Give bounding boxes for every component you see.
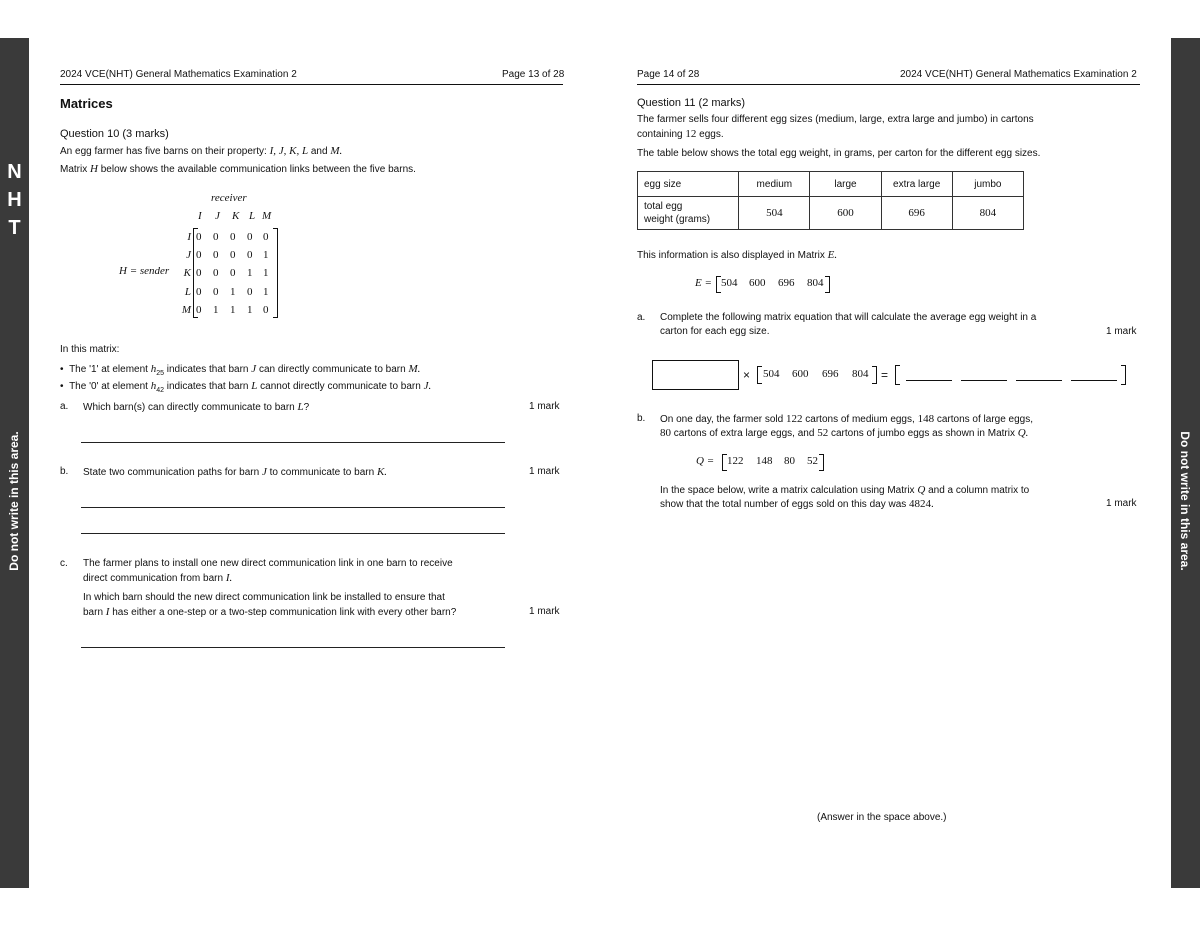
part-a-answer-line[interactable] [81,442,505,443]
left-header-rule [60,84,563,85]
table-cell: 600 [810,197,881,230]
question-10-title: Question 10 (3 marks) [60,128,169,140]
equation-e-value: 804 [852,368,869,380]
result-blank-1[interactable] [906,380,952,381]
answer-note: (Answer in the space above.) [817,812,947,823]
part-a-label: a. [60,401,69,412]
receiver-label: receiver [211,192,247,204]
part-b-answer-line-1[interactable] [81,507,505,508]
matrix-h-cell: 1 [230,303,236,316]
right-header-rule [637,84,1140,85]
part-c-line-1: The farmer plans to install one new direct communication link in one barn to receive [83,558,453,569]
question-10-intro: An egg farmer has five barns on their property: I, J, K, L and M. [60,145,343,157]
matrix-q-value: 52 [807,455,818,467]
matrix-h-cell: 0 [196,303,202,316]
also-displayed-text: This information is also displayed in Matrix E. [637,249,838,261]
q11-part-a-mark: 1 mark [1106,326,1137,337]
matrix-h-cell: 1 [263,285,269,298]
question-11-line-1: The farmer sells four different egg sizes (medium, large, extra large and jumbo) in cartons [637,114,1034,125]
table-row [638,197,1024,230]
equation-e-value: 504 [763,368,780,380]
matrix-h-cell: 1 [263,267,269,280]
matrix-h-cell: 0 [213,267,219,280]
table-cell: 696 [881,197,952,230]
equation-e-right-bracket [872,366,877,384]
part-b-mark: 1 mark [529,466,560,477]
matrix-h-cell: 0 [196,267,202,280]
table-header-cell: egg size [638,172,739,197]
result-blank-4[interactable] [1071,380,1117,381]
q11-part-b-mark: 1 mark [1106,498,1137,509]
matrix-h-cell: 0 [263,303,269,316]
matrix-h-cell: 1 [247,267,253,280]
matrix-h-right-bracket [273,228,278,318]
part-c-label: c. [60,558,68,569]
bullet-2: • The '0' at element $h_{42}$ indicates that barn L cannot directly communicate to barn J. [60,380,432,394]
matrix-e-value: 804 [807,277,824,289]
in-this-matrix: In this matrix: [60,344,120,355]
matrix-answer-box[interactable] [652,360,739,390]
result-right-bracket [1121,365,1126,385]
matrix-h-cell: 0 [247,231,253,243]
matrix-h-cell: 0 [196,249,202,262]
right-margin-bar [1171,38,1200,888]
q11-part-a-line-2: carton for each egg size. [660,326,770,337]
matrix-h-cell: 0 [196,285,202,298]
matrix-row-labels: I J K L M [181,231,191,316]
matrix-h-cell: 0 [247,285,253,298]
left-margin-bar [0,38,29,888]
matrix-q-value: 148 [756,455,773,467]
part-c-answer-line[interactable] [81,647,505,648]
matrix-h-cell: 0 [247,249,253,262]
table-header-cell: extra large [881,172,952,197]
q11-part-b-line-1: On one day, the farmer sold 122 cartons of medium eggs, 148 cartons of large eggs, [660,413,1034,425]
question-10-matrix-text: Matrix H below shows the available communication links between the five barns. [60,163,416,175]
matrix-q-value: 80 [784,455,795,467]
result-blank-2[interactable] [961,380,1007,381]
q11-part-a-label: a. [637,312,646,323]
q11-part-b-line-2: 80 cartons of extra large eggs, and 52 cartons of jumbo eggs as shown in Matrix Q. [660,427,1029,439]
q11-part-b-label: b. [637,413,646,424]
matrix-h-cell: 0 [230,267,236,280]
part-b-label: b. [60,466,69,477]
part-c-mark: 1 mark [529,606,560,617]
nht-label: N H T [7,161,22,239]
part-a-question: Which barn(s) can directly communicate to barn L? [83,401,310,413]
q11-part-b-line-4: show that the total number of eggs sold on this day was 4824. [660,498,934,510]
table-cell: 804 [952,197,1023,230]
matrix-h-cell: 1 [230,285,236,298]
matrix-e-value: 600 [749,277,766,289]
matrix-h-cell: 0 [213,249,219,262]
sender-label: H = sender [119,265,170,277]
matrix-h-cell: 1 [213,303,219,316]
egg-weight-table [637,171,1024,230]
matrix-h-cell: 1 [263,249,269,262]
part-a-mark: 1 mark [529,401,560,412]
matrix-h-cell: 0 [263,231,269,243]
table-header-row [638,172,1024,197]
matrix-q-value: 122 [727,455,744,467]
matrix-h-cell: 0 [196,231,202,243]
matrix-e-label: E = [695,277,712,289]
part-b-answer-line-2[interactable] [81,533,505,534]
result-blank-3[interactable] [1016,380,1062,381]
left-page-number: Page 13 of 28 [502,69,565,80]
equals-sign: = [881,368,889,382]
question-11-title: Question 11 (2 marks) [637,97,746,109]
right-header-title: 2024 VCE(NHT) General Mathematics Examination 2 [900,69,1137,80]
matrix-q-right-bracket [819,454,824,471]
matrix-e-value: 504 [721,277,738,289]
table-header-cell: medium [739,172,810,197]
matrix-h-cell: 0 [230,249,236,262]
matrix-e-right-bracket [825,276,830,293]
equation-e-value: 600 [792,368,809,380]
left-header-title: 2024 VCE(NHT) General Mathematics Examination 2 [60,69,297,80]
right-margin-warning: Do not write in this area. [1178,431,1192,571]
result-left-bracket [895,365,900,385]
question-11-line-3: The table below shows the total egg weight, in grams, per carton for the different egg sizes. [637,148,1041,159]
matrix-h-cell: 0 [213,231,219,243]
table-header-cell: large [810,172,881,197]
q11-part-a-line-1: Complete the following matrix equation that will calculate the average egg weight in a [660,312,1037,323]
matrix-q-label: Q = [696,455,715,467]
bullet-1: • The '1' at element $h_{25}$ indicates that barn J can directly communicate to barn M. [60,363,421,377]
part-c-line-4: barn I has either a one-step or a two-step communication link with every other barn? [83,606,457,618]
answer-space[interactable] [637,512,1140,807]
part-c-line-3: In which barn should the new direct communication link be installed to ensure that [83,592,445,603]
table-header-cell: jumbo [952,172,1023,197]
right-page-number: Page 14 of 28 [637,69,700,80]
matrix-h-cell: 0 [213,285,219,298]
equation-e-left-bracket [757,366,762,384]
matrix-h-cell: 1 [247,303,253,316]
left-margin-warning: Do not write in this area. [7,431,21,571]
equation-e-value: 696 [822,368,839,380]
part-c-line-2: direct communication from barn I. [83,572,233,584]
section-title: Matrices [60,96,113,111]
matrix-e-value: 696 [778,277,795,289]
part-b-question: State two communication paths for barn J to communicate to barn K. [83,466,388,478]
table-row-label: total egg weight (grams) [638,197,739,230]
q11-part-b-line-3: In the space below, write a matrix calculation using Matrix Q and a column matrix to [660,484,1030,496]
table-cell: 504 [739,197,810,230]
matrix-h-cell: 0 [230,231,236,243]
question-11-line-2: containing 12 eggs. [637,128,724,140]
times-sign: × [743,368,751,382]
